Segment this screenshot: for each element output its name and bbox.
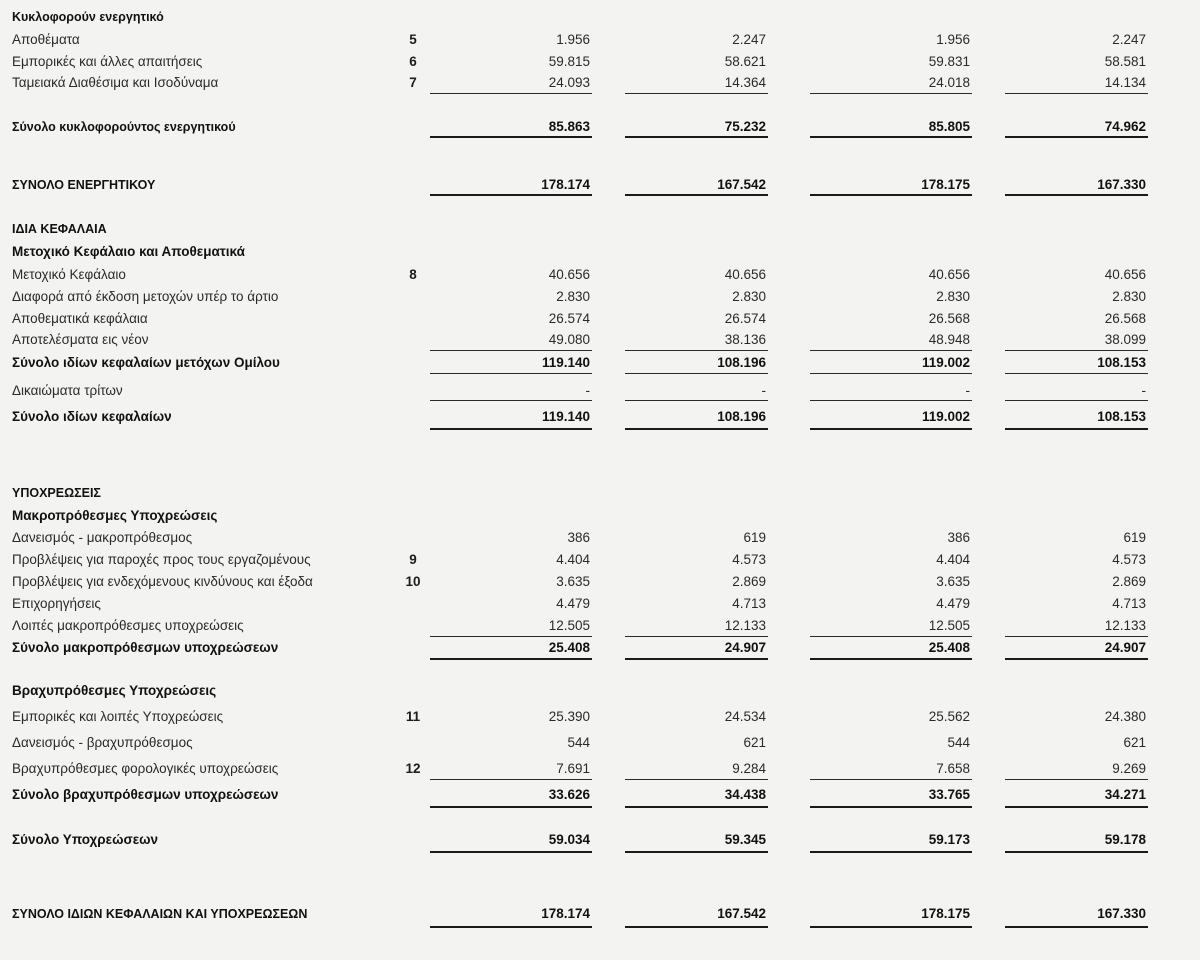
rule-line: [1005, 926, 1148, 928]
section-label: ΥΠΟΧΡΕΩΣΕΙΣ: [12, 486, 101, 500]
value-cell: 40.656: [928, 267, 970, 282]
rule-line: [625, 350, 768, 351]
value-cell: 621: [1123, 735, 1146, 750]
note-ref: 5: [409, 32, 417, 47]
value-cell: 2.830: [732, 289, 766, 304]
value-cell: 108.153: [1097, 355, 1146, 370]
value-cell: 85.805: [928, 119, 970, 134]
rule-line: [810, 779, 972, 780]
value-cell: 14.134: [1104, 75, 1146, 90]
row-label: Διαφορά από έκδοση μετοχών υπέρ το άρτιο: [12, 289, 279, 304]
note-ref: 11: [405, 709, 421, 724]
rule-line: [810, 851, 972, 853]
rule-line: [810, 93, 972, 94]
value-cell: 178.175: [921, 906, 970, 921]
rule-line: [625, 806, 768, 808]
value-cell: -: [761, 383, 766, 398]
note-ref: 9: [409, 552, 417, 567]
note-ref: 7: [409, 75, 417, 90]
value-cell: 48.948: [928, 332, 970, 347]
value-cell: 14.364: [724, 75, 766, 90]
value-cell: 25.408: [928, 640, 970, 655]
row-label: Εμπορικές και άλλες απαιτήσεις: [12, 54, 203, 69]
row-label: Λοιπές μακροπρόθεσμες υποχρεώσεις: [12, 618, 244, 633]
value-cell: 178.174: [541, 177, 590, 192]
value-cell: 26.574: [724, 311, 766, 326]
row-label: Ταμειακά Διαθέσιμα και Ισοδύναμα: [12, 75, 219, 90]
rule-line: [1005, 350, 1148, 351]
row-label: Βραχυπρόθεσμες φορολογικές υποχρεώσεις: [12, 761, 279, 776]
value-cell: 12.133: [1104, 618, 1146, 633]
value-cell: 24.093: [548, 75, 590, 90]
section-heading-liabilities: [0, 482, 1200, 504]
section-heading-share-capital: [0, 241, 1200, 263]
value-cell: 38.136: [724, 332, 766, 347]
rule-line: [430, 400, 592, 401]
rule-line: [430, 806, 592, 808]
value-cell: 2.830: [1112, 289, 1146, 304]
note-ref: 12: [405, 761, 421, 776]
value-cell: 7.658: [936, 761, 970, 776]
row-label: Προβλέψεις για παροχές προς τους εργαζομένους: [12, 552, 311, 567]
value-cell: 3.635: [936, 574, 970, 589]
value-cell: 4.573: [732, 552, 766, 567]
row-label: Σύνολο ιδίων κεφαλαίων: [12, 409, 172, 424]
table-row: [0, 527, 1200, 549]
subtotal-row: [0, 352, 1200, 374]
value-cell: 544: [567, 735, 590, 750]
value-cell: 119.140: [541, 355, 590, 370]
value-cell: 178.175: [921, 177, 970, 192]
rule-line: [1005, 136, 1148, 138]
row-label: Αποτελέσματα εις νέον: [12, 332, 149, 347]
table-row: [0, 593, 1200, 615]
rule-line: [625, 926, 768, 928]
value-cell: 2.869: [732, 574, 766, 589]
value-cell: 25.562: [928, 709, 970, 724]
value-cell: 108.196: [717, 409, 766, 424]
value-cell: 4.404: [936, 552, 970, 567]
value-cell: 59.815: [548, 54, 590, 69]
value-cell: 59.178: [1104, 832, 1146, 847]
value-cell: -: [585, 383, 590, 398]
value-cell: 386: [567, 530, 590, 545]
rule-line: [1005, 658, 1148, 660]
rule-line: [810, 428, 972, 430]
value-cell: 108.196: [717, 355, 766, 370]
row-label: Προβλέψεις για ενδεχόμενους κινδύνους και έξοδα: [12, 574, 313, 589]
row-label: Δανεισμός - μακροπρόθεσμος: [12, 530, 193, 545]
table-row: [0, 549, 1200, 571]
rule-line: [1005, 373, 1148, 374]
table-row: [0, 286, 1200, 308]
rule-line: [810, 373, 972, 374]
value-cell: 4.713: [1112, 596, 1146, 611]
section-heading-short-term: [0, 680, 1200, 702]
rule-line: [1005, 194, 1148, 196]
row-label: Σύνολο Υποχρεώσεων: [12, 832, 159, 847]
rule-line: [430, 194, 592, 196]
rule-line: [810, 194, 972, 196]
value-cell: -: [1141, 383, 1146, 398]
value-cell: 12.133: [724, 618, 766, 633]
section-label: ΙΔΙΑ ΚΕΦΑΛΑΙΑ: [12, 222, 107, 236]
value-cell: 4.404: [556, 552, 590, 567]
value-cell: 49.080: [548, 332, 590, 347]
rule-line: [625, 428, 768, 430]
row-label: Σύνολο βραχυπρόθεσμων υποχρεώσεων: [12, 787, 279, 802]
rule-line: [430, 926, 592, 928]
table-row: [0, 380, 1200, 402]
rule-line: [430, 350, 592, 351]
rule-line: [625, 136, 768, 138]
rule-line: [625, 779, 768, 780]
section-label: Βραχυπρόθεσμες Υποχρεώσεις: [12, 683, 217, 698]
value-cell: 25.390: [548, 709, 590, 724]
rule-line: [810, 806, 972, 808]
section-heading-equity: [0, 218, 1200, 240]
rule-line: [625, 373, 768, 374]
rule-line: [430, 779, 592, 780]
value-cell: -: [965, 383, 970, 398]
row-label: Εμπορικές και λοιπές Υποχρεώσεις: [12, 709, 224, 724]
rule-line: [625, 658, 768, 660]
value-cell: 59.345: [724, 832, 766, 847]
note-ref: 10: [405, 574, 421, 589]
value-cell: 26.574: [548, 311, 590, 326]
rule-line: [810, 400, 972, 401]
rule-line: [1005, 806, 1148, 808]
rule-line: [1005, 851, 1148, 853]
value-cell: 26.568: [928, 311, 970, 326]
note-ref: 8: [409, 267, 417, 282]
row-label: Σύνολο κυκλοφορούντος ενεργητικού: [12, 120, 236, 134]
value-cell: 26.568: [1104, 311, 1146, 326]
rule-line: [430, 658, 592, 660]
table-row: [0, 615, 1200, 637]
value-cell: 621: [743, 735, 766, 750]
value-cell: 167.330: [1097, 177, 1146, 192]
table-row: [0, 706, 1200, 728]
row-label: Αποθεματικά κεφάλαια: [12, 311, 148, 326]
rule-line: [430, 136, 592, 138]
total-row: [0, 406, 1200, 428]
table-row: [0, 264, 1200, 286]
value-cell: 24.907: [1104, 640, 1146, 655]
value-cell: 74.962: [1104, 119, 1146, 134]
row-label: Αποθέματα: [12, 32, 80, 47]
rule-line: [625, 400, 768, 401]
row-label: Δικαιώματα τρίτων: [12, 383, 123, 398]
value-cell: 167.330: [1097, 906, 1146, 921]
rule-line: [430, 851, 592, 853]
rule-line: [430, 93, 592, 94]
rule-line: [810, 136, 972, 138]
value-cell: 2.830: [936, 289, 970, 304]
value-cell: 386: [947, 530, 970, 545]
value-cell: 38.099: [1104, 332, 1146, 347]
section-label: Μετοχικό Κεφάλαιο και Αποθεματικά: [12, 244, 245, 259]
table-row: [0, 29, 1200, 51]
value-cell: 544: [947, 735, 970, 750]
table-row: [0, 72, 1200, 94]
value-cell: 12.505: [548, 618, 590, 633]
row-label: Μετοχικό Κεφάλαιο: [12, 267, 126, 282]
rule-line: [430, 428, 592, 430]
value-cell: 2.869: [1112, 574, 1146, 589]
rule-line: [1005, 428, 1148, 430]
value-cell: 58.621: [724, 54, 766, 69]
section-heading-current-assets: [0, 6, 1200, 28]
rule-line: [810, 926, 972, 928]
value-cell: 75.232: [724, 119, 766, 134]
note-ref: 6: [409, 54, 417, 69]
grand-total-row: [0, 903, 1200, 925]
value-cell: 619: [1123, 530, 1146, 545]
value-cell: 33.626: [548, 787, 590, 802]
value-cell: 85.863: [548, 119, 590, 134]
rule-line: [430, 373, 592, 374]
rule-line: [1005, 400, 1148, 401]
value-cell: 619: [743, 530, 766, 545]
row-label: Σύνολο μακροπρόθεσμων υποχρεώσεων: [12, 640, 279, 655]
value-cell: 3.635: [556, 574, 590, 589]
table-row: [0, 571, 1200, 593]
value-cell: 9.269: [1112, 761, 1146, 776]
value-cell: 119.002: [921, 355, 970, 370]
value-cell: 4.573: [1112, 552, 1146, 567]
value-cell: 178.174: [541, 906, 590, 921]
value-cell: 59.831: [928, 54, 970, 69]
rule-line: [625, 194, 768, 196]
rule-line: [625, 93, 768, 94]
total-row: [0, 174, 1200, 196]
value-cell: 40.656: [724, 267, 766, 282]
row-label: Επιχορηγήσεις: [12, 596, 101, 611]
value-cell: 7.691: [556, 761, 590, 776]
value-cell: 25.408: [548, 640, 590, 655]
subtotal-row: [0, 784, 1200, 806]
value-cell: 167.542: [717, 906, 766, 921]
value-cell: 9.284: [732, 761, 766, 776]
value-cell: 58.581: [1104, 54, 1146, 69]
table-row: [0, 758, 1200, 780]
value-cell: 4.479: [936, 596, 970, 611]
value-cell: 2.247: [732, 32, 766, 47]
table-row: [0, 51, 1200, 73]
value-cell: 59.173: [928, 832, 970, 847]
value-cell: 1.956: [556, 32, 590, 47]
row-label: Σύνολο ιδίων κεφαλαίων μετόχων Ομίλου: [12, 355, 280, 370]
row-label: ΣΥΝΟΛΟ ΕΝΕΡΓΗΤΙΚΟΥ: [12, 178, 156, 192]
value-cell: 24.018: [928, 75, 970, 90]
value-cell: 108.153: [1097, 409, 1146, 424]
row-label: Δανεισμός - βραχυπρόθεσμος: [12, 735, 193, 750]
total-row: [0, 116, 1200, 138]
value-cell: 40.656: [548, 267, 590, 282]
table-row: [0, 308, 1200, 330]
value-cell: 40.656: [1104, 267, 1146, 282]
rule-line: [625, 851, 768, 853]
value-cell: 4.713: [732, 596, 766, 611]
value-cell: 24.534: [724, 709, 766, 724]
total-row: [0, 829, 1200, 851]
rule-line: [810, 350, 972, 351]
section-heading-long-term: [0, 505, 1200, 527]
value-cell: 1.956: [936, 32, 970, 47]
row-label: ΣΥΝΟΛΟ ΙΔΙΩΝ ΚΕΦΑΛΑΙΩΝ ΚΑΙ ΥΠΟΧΡΕΩΣΕΩΝ: [12, 907, 308, 921]
value-cell: 33.765: [928, 787, 970, 802]
value-cell: 34.271: [1104, 787, 1146, 802]
rule-line: [1005, 93, 1148, 94]
table-row: [0, 732, 1200, 754]
subtotal-row: [0, 637, 1200, 659]
value-cell: 24.380: [1104, 709, 1146, 724]
value-cell: 119.140: [541, 409, 590, 424]
section-label: Κυκλοφορούν ενεργητικό: [12, 10, 164, 24]
rule-line: [1005, 779, 1148, 780]
value-cell: 4.479: [556, 596, 590, 611]
value-cell: 2.247: [1112, 32, 1146, 47]
value-cell: 119.002: [921, 409, 970, 424]
section-label: Μακροπρόθεσμες Υποχρεώσεις: [12, 508, 218, 523]
value-cell: 59.034: [548, 832, 590, 847]
value-cell: 167.542: [717, 177, 766, 192]
value-cell: 24.907: [724, 640, 766, 655]
rule-line: [810, 658, 972, 660]
value-cell: 2.830: [556, 289, 590, 304]
value-cell: 34.438: [724, 787, 766, 802]
value-cell: 12.505: [928, 618, 970, 633]
table-row: [0, 329, 1200, 351]
